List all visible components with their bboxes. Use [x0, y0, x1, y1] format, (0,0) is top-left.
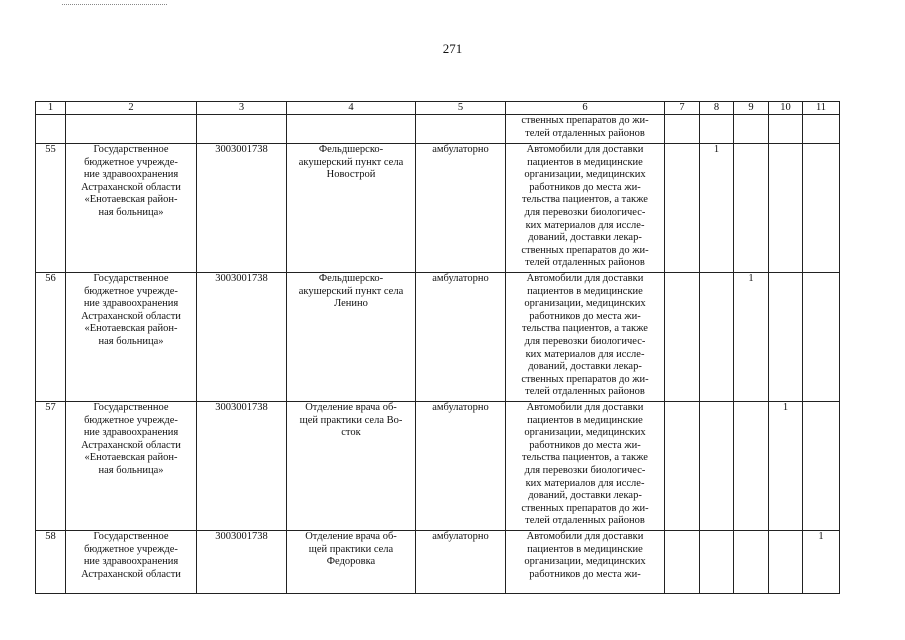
table-row: [36, 144, 840, 273]
unit-line: Фельдшерско-: [318, 273, 384, 284]
purpose-line: телей отдаленных районов: [525, 386, 645, 398]
quantity-cell-col-10: [769, 144, 803, 273]
cell-empty: [665, 115, 700, 144]
row-number-cell: 55: [36, 144, 66, 273]
purpose-cell: [506, 402, 665, 531]
purpose-line: ственных препаратов до жи-: [521, 373, 649, 385]
quantity-cell-col-8: [700, 402, 734, 531]
unit-cell: [287, 531, 416, 594]
header-cell-1: 1: [36, 102, 66, 115]
inn-cell: 3003001738: [197, 273, 287, 402]
organization-line: ная больница»: [98, 206, 164, 218]
purpose-line: организации, медицинских: [524, 427, 646, 439]
quantity-cell-col-8: [700, 531, 734, 594]
row-number-cell: 58: [36, 531, 66, 594]
purpose-line: организации, медицинских: [524, 298, 646, 310]
organization-line: «Енотаевская район-: [84, 452, 178, 464]
header-row: [36, 102, 840, 115]
cell-empty: [700, 115, 734, 144]
cell-empty: [66, 115, 197, 144]
header-cell-2: 2: [66, 102, 197, 115]
quantity-cell-col-11: [803, 402, 840, 531]
quantity-cell-col-7: [665, 402, 700, 531]
unit-cell: [287, 144, 416, 273]
unit-line: щей практики села Во-: [299, 414, 403, 426]
data-table: [35, 101, 840, 594]
organization-line: ная больница»: [98, 335, 164, 347]
organization-line: Государственное: [93, 144, 169, 155]
table-row: [36, 531, 840, 594]
purpose-line: пациентов в медицинские: [527, 414, 643, 426]
purpose-line: Автомобили для доставки: [526, 144, 644, 155]
quantity-cell-col-9: [734, 144, 769, 273]
quantity-cell-col-8: [700, 273, 734, 402]
purpose-line: дований, доставки лекар-: [528, 361, 642, 373]
unit-line: щей практики села: [308, 543, 394, 555]
quantity-cell-col-11: [803, 144, 840, 273]
organization-line: ная больница»: [98, 464, 164, 476]
cell-empty: [287, 115, 416, 144]
unit-line: акушерский пункт села: [298, 285, 404, 297]
scan-artifact-mark: [62, 4, 167, 8]
purpose-line: Автомобили для доставки: [526, 273, 644, 284]
organization-line: Астраханской области: [81, 181, 181, 193]
quantity-cell-col-9: [734, 402, 769, 531]
care-type-cell: амбулаторно: [416, 144, 506, 273]
organization-cell: [66, 144, 197, 273]
quantity-cell-col-11: 1: [803, 531, 840, 594]
purpose-line: пациентов в медицинские: [527, 156, 643, 168]
organization-line: ние здравоохранения: [83, 298, 179, 310]
unit-line: Фельдшерско-: [318, 144, 384, 155]
header-cell-3: 3: [197, 102, 287, 115]
care-type-cell: амбулаторно: [416, 531, 506, 594]
organization-line: ние здравоохранения: [83, 169, 179, 181]
purpose-line: работников до места жи-: [529, 310, 641, 322]
continuation-purpose-cell: [506, 115, 665, 144]
organization-line: бюджетное учрежде-: [84, 156, 178, 168]
purpose-line: ственных препаратов до жи-: [521, 244, 649, 256]
organization-line: Астраханской области: [81, 568, 181, 580]
purpose-line: телей отдаленных районов: [525, 127, 645, 139]
unit-cell: [287, 273, 416, 402]
cell-empty: [769, 115, 803, 144]
organization-cell: [66, 531, 197, 594]
header-cell-7: 7: [665, 102, 700, 115]
unit-line: Ленино: [334, 298, 368, 310]
organization-line: бюджетное учрежде-: [84, 285, 178, 297]
unit-line: Федоровка: [326, 556, 376, 568]
purpose-line: телей отдаленных районов: [525, 257, 645, 269]
purpose-line: работников до места жи-: [529, 181, 641, 193]
table-row: [36, 273, 840, 402]
table-row: [36, 402, 840, 531]
purpose-line: тельства пациентов, а также: [522, 323, 648, 335]
care-type-cell: амбулаторно: [416, 402, 506, 531]
purpose-line: работников до места жи-: [529, 439, 641, 451]
purpose-line: телей отдаленных районов: [525, 515, 645, 527]
purpose-line: работников до места жи-: [529, 568, 641, 580]
purpose-line: тельства пациентов, а также: [522, 194, 648, 206]
header-cell-10: 10: [769, 102, 803, 115]
quantity-cell-col-10: [769, 273, 803, 402]
quantity-cell-col-7: [665, 531, 700, 594]
quantity-cell-col-9: 1: [734, 273, 769, 402]
organization-line: Государственное: [93, 273, 169, 284]
organization-line: «Енотаевская район-: [84, 194, 178, 206]
page-number: 271: [442, 41, 463, 56]
organization-line: «Енотаевская район-: [84, 323, 178, 335]
purpose-line: ких материалов для иссле-: [525, 348, 645, 360]
table-body: [36, 102, 840, 594]
purpose-line: для перевозки биологичес-: [524, 206, 646, 218]
cell-empty: [197, 115, 287, 144]
quantity-cell-col-8: 1: [700, 144, 734, 273]
purpose-line: ственных препаратов до жи-: [521, 502, 649, 514]
cell-empty: [803, 115, 840, 144]
organization-cell: [66, 402, 197, 531]
organization-line: Государственное: [93, 531, 169, 542]
purpose-line: для перевозки биологичес-: [524, 464, 646, 476]
quantity-cell-col-7: [665, 144, 700, 273]
purpose-line: ких материалов для иссле-: [525, 219, 645, 231]
organization-line: Астраханской области: [81, 310, 181, 322]
cell-empty: [416, 115, 506, 144]
header-cell-9: 9: [734, 102, 769, 115]
unit-line: Новострой: [326, 169, 376, 181]
organization-line: ние здравоохранения: [83, 556, 179, 568]
purpose-cell: [506, 273, 665, 402]
unit-line: сток: [341, 427, 361, 439]
purpose-line: для перевозки биологичес-: [524, 335, 646, 347]
unit-line: Отделение врача об-: [305, 531, 397, 542]
purpose-line: пациентов в медицинские: [527, 285, 643, 297]
purpose-cell: [506, 531, 665, 594]
cell-empty: [734, 115, 769, 144]
purpose-line: Автомобили для доставки: [526, 531, 644, 542]
quantity-cell-col-10: [769, 531, 803, 594]
purpose-line: ких материалов для иссле-: [525, 477, 645, 489]
purpose-line: Автомобили для доставки: [526, 402, 644, 413]
header-cell-5: 5: [416, 102, 506, 115]
organization-line: ние здравоохранения: [83, 427, 179, 439]
purpose-line: дований, доставки лекар-: [528, 490, 642, 502]
purpose-line: организации, медицинских: [524, 169, 646, 181]
quantity-cell-col-9: [734, 531, 769, 594]
continuation-row: [36, 115, 840, 144]
purpose-line: ственных препаратов до жи-: [521, 115, 649, 126]
organization-line: Государственное: [93, 402, 169, 413]
organization-line: Астраханской области: [81, 439, 181, 451]
header-cell-6: 6: [506, 102, 665, 115]
organization-cell: [66, 273, 197, 402]
quantity-cell-col-10: 1: [769, 402, 803, 531]
row-number-cell: 57: [36, 402, 66, 531]
organization-line: бюджетное учрежде-: [84, 543, 178, 555]
purpose-line: организации, медицинских: [524, 556, 646, 568]
cell-empty: [36, 115, 66, 144]
quantity-cell-col-11: [803, 273, 840, 402]
purpose-line: тельства пациентов, а также: [522, 452, 648, 464]
purpose-cell: [506, 144, 665, 273]
inn-cell: 3003001738: [197, 402, 287, 531]
purpose-line: дований, доставки лекар-: [528, 232, 642, 244]
quantity-cell-col-7: [665, 273, 700, 402]
organization-line: бюджетное учрежде-: [84, 414, 178, 426]
care-type-cell: амбулаторно: [416, 273, 506, 402]
header-cell-8: 8: [700, 102, 734, 115]
header-cell-11: 11: [803, 102, 840, 115]
inn-cell: 3003001738: [197, 531, 287, 594]
unit-line: Отделение врача об-: [305, 402, 397, 413]
header-cell-4: 4: [287, 102, 416, 115]
unit-cell: [287, 402, 416, 531]
purpose-line: пациентов в медицинские: [527, 543, 643, 555]
unit-line: акушерский пункт села: [298, 156, 404, 168]
row-number-cell: 56: [36, 273, 66, 402]
inn-cell: 3003001738: [197, 144, 287, 273]
